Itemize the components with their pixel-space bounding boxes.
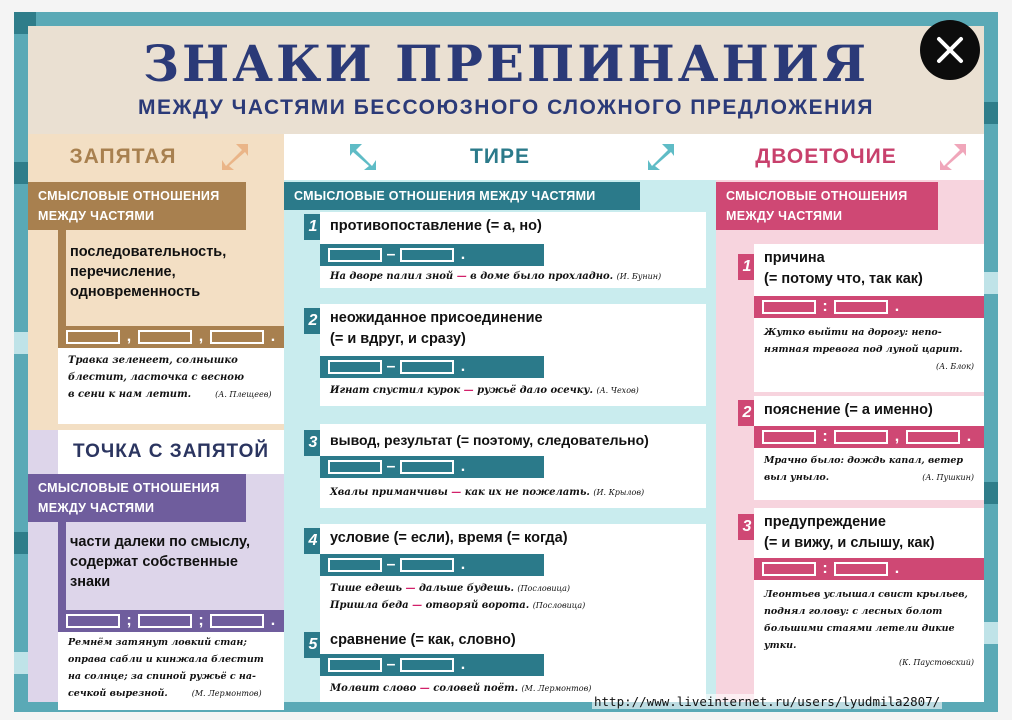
example-line: Травка зеленеет, солнышко — [68, 355, 238, 366]
example-dash: — — [451, 487, 462, 498]
item-number: 3 — [304, 430, 322, 456]
colon-example — [764, 586, 982, 671]
band-line: СМЫСЛОВЫЕ ОТНОШЕНИЯ — [726, 189, 908, 203]
comma-heading: ЗАПЯТАЯ — [69, 145, 177, 168]
example-line: нятная тревога под луной царит. — [764, 344, 963, 355]
example-author: (А. Блок) — [936, 362, 974, 371]
semicolon-relations-band — [28, 474, 246, 522]
example-line: в сени к нам летит. — [68, 389, 192, 400]
band-line: СМЫСЛОВЫЕ ОТНОШЕНИЯ — [38, 189, 220, 203]
clause-box — [762, 430, 816, 444]
semicolon-example — [68, 634, 282, 702]
example-author: (К. Паустовский) — [898, 658, 974, 667]
desc-line: знаки — [70, 574, 111, 590]
clause-box — [400, 248, 454, 262]
example-part: Хвалы приманчивы — [330, 487, 448, 498]
item-number: 3 — [738, 514, 756, 540]
example-author: (Пословица) — [517, 584, 570, 593]
clause-box — [210, 614, 264, 628]
page-title: ЗНАКИ ПРЕПИНАНИЯ — [142, 34, 870, 93]
item-number: 2 — [304, 308, 322, 334]
comma-description — [70, 242, 280, 302]
dash-example — [330, 268, 661, 285]
example-author: (А. Пушкин) — [922, 473, 974, 482]
item-line: неожиданное присоединение — [330, 310, 543, 326]
colon-item-title — [764, 512, 935, 554]
clause-box — [328, 658, 382, 672]
clause-box — [834, 430, 888, 444]
clause-box — [210, 330, 264, 344]
example-author: (Пословица) — [532, 601, 586, 610]
clause-box — [328, 558, 382, 572]
item-line: (= и вдруг, и сразу) — [330, 331, 466, 347]
dash-scheme: – . — [320, 456, 544, 478]
comma-scheme: , , . — [58, 326, 284, 348]
arrow-down-left-icon — [936, 142, 968, 172]
column-comma — [28, 134, 284, 702]
scheme-separator: – — [386, 246, 396, 263]
clause-box — [834, 300, 888, 314]
colon-relations-band — [716, 182, 938, 230]
example-part: Игнат спустил курок — [330, 385, 461, 396]
example-part: Тише едешь — [330, 583, 402, 594]
example-line: поднял голову: с лесных болот — [764, 606, 943, 617]
example-part: как их не пожелать. — [464, 487, 590, 498]
scheme-separator: , — [126, 328, 132, 345]
clause-box — [138, 614, 192, 628]
example-line: большими стаями летели дикие — [764, 623, 955, 634]
column-colon — [716, 134, 984, 702]
example-part: Молвит слово — [330, 683, 417, 694]
desc-line: последовательность, — [70, 244, 227, 260]
example-line: сечкой вырезной. — [68, 688, 168, 699]
comma-bracket — [58, 230, 66, 326]
poster-content — [28, 26, 984, 702]
dash-relations-band: СМЫСЛОВЫЕ ОТНОШЕНИЯ МЕЖДУ ЧАСТЯМИ — [284, 182, 640, 210]
dash-item-title: вывод, результат (= поэтому, следовательно) — [330, 432, 649, 448]
dash-example — [330, 484, 644, 501]
scheme-separator: , — [198, 328, 204, 345]
example-dash: — — [419, 683, 430, 694]
example-line: Леонтьев услышал свист крыльев, — [764, 589, 968, 600]
clause-box — [906, 430, 960, 444]
frame-square — [14, 332, 28, 354]
dash-scheme: – . — [320, 554, 544, 576]
clause-box — [834, 562, 888, 576]
frame-square — [984, 622, 998, 644]
example-line: на солнце; за спиной ружьё с на- — [68, 671, 256, 682]
desc-line: части далеки по смыслу, — [70, 534, 251, 550]
example-dash: — — [463, 385, 474, 396]
arrow-down-left-icon — [218, 142, 250, 172]
close-icon — [920, 20, 980, 80]
scheme-separator: ; — [126, 612, 132, 629]
clause-box — [400, 360, 454, 374]
band-line: МЕЖДУ ЧАСТЯМИ — [726, 209, 843, 223]
scheme-separator: : — [822, 298, 828, 315]
frame-square — [984, 272, 998, 294]
colon-example — [764, 324, 982, 375]
item-line: причина — [764, 250, 825, 266]
scheme-separator: : — [822, 428, 828, 445]
dash-item-title: условие (= если), время (= когда) — [330, 530, 568, 546]
colon-item-title — [764, 248, 923, 290]
colon-item-title: пояснение (= а именно) — [764, 402, 933, 418]
example-dash: — — [412, 600, 423, 611]
band-line: МЕЖДУ ЧАСТЯМИ — [38, 501, 155, 515]
example-author: (А. Чехов) — [596, 386, 639, 395]
scheme-separator: – — [386, 656, 396, 673]
desc-line: одновременность — [70, 284, 201, 300]
band-line: МЕЖДУ ЧАСТЯМИ — [38, 209, 155, 223]
example-part: соловей поёт. — [433, 683, 519, 694]
poster — [14, 12, 998, 712]
scheme-separator: – — [386, 556, 396, 573]
scheme-separator: – — [386, 458, 396, 475]
semicolon-description — [70, 532, 280, 592]
example-line: блестит, ласточка с весною — [68, 372, 244, 383]
dash-example — [330, 382, 639, 399]
clause-box — [138, 330, 192, 344]
band-line: СМЫСЛОВЫЕ ОТНОШЕНИЯ — [38, 481, 220, 495]
comma-example — [68, 352, 282, 403]
item-number: 4 — [304, 528, 322, 554]
clause-box — [762, 562, 816, 576]
example-dash: — — [405, 583, 416, 594]
dash-scheme: – . — [320, 356, 544, 378]
clause-box — [328, 460, 382, 474]
example-author: (М. Лермонтов) — [191, 689, 262, 698]
example-part: ружьё дало осечку. — [477, 385, 594, 396]
example-author: (А. Плещеев) — [215, 390, 272, 399]
example-author: (И. Бунин) — [616, 272, 662, 281]
source-watermark: http://www.liveinternet.ru/users/lyudmila2807/ — [594, 694, 941, 709]
example-line: утки. — [764, 640, 797, 651]
clause-box — [400, 558, 454, 572]
item-number: 2 — [738, 400, 756, 426]
example-part: отворяй ворота. — [425, 600, 530, 611]
scheme-separator: : — [822, 560, 828, 577]
dash-heading: ТИРЕ — [470, 145, 530, 168]
dash-item-title — [330, 308, 543, 350]
example-line: оправа сабли и кинжала блестит — [68, 654, 264, 665]
poster-header — [28, 26, 984, 134]
clause-box — [400, 460, 454, 474]
arrow-down-left-icon — [644, 142, 676, 172]
page-subtitle: МЕЖДУ ЧАСТЯМИ БЕССОЮЗНОГО СЛОЖНОГО ПРЕДЛОЖЕНИЯ — [138, 96, 874, 119]
example-part: в доме было прохладно. — [470, 271, 614, 282]
clause-box — [66, 330, 120, 344]
dash-scheme: – . — [320, 654, 544, 676]
clause-box — [328, 360, 382, 374]
dash-example — [330, 580, 585, 614]
dash-item-title: сравнение (= как, словно) — [330, 632, 516, 648]
example-line: выл уныло. — [764, 472, 830, 483]
colon-scheme: : . — [754, 558, 984, 580]
item-number: 1 — [738, 254, 756, 280]
clause-box — [400, 658, 454, 672]
example-line: Ремнём затянут ловкий стан; — [68, 637, 247, 648]
clause-box — [328, 248, 382, 262]
item-number: 1 — [304, 214, 322, 240]
colon-scheme: : , . — [754, 426, 984, 448]
clause-box — [762, 300, 816, 314]
example-part: Пришла беда — [330, 600, 409, 611]
example-dash: — — [456, 271, 467, 282]
frame-square — [14, 652, 28, 674]
semicolon-heading: ТОЧКА С ЗАПЯТОЙ — [72, 441, 270, 462]
item-line: (= потому что, так как) — [764, 271, 923, 287]
column-dash — [284, 134, 716, 702]
example-part: дальше будешь. — [418, 583, 514, 594]
example-author: (И. Крылов) — [593, 488, 645, 497]
dash-item-title: противопоставление (= а, но) — [330, 218, 542, 234]
scheme-separator: – — [386, 358, 396, 375]
colon-heading: ДВОЕТОЧИЕ — [755, 145, 897, 168]
example-part: На дворе палил зной — [330, 271, 454, 282]
dash-scheme: – . — [320, 244, 544, 266]
colon-example — [764, 452, 982, 486]
desc-line: содержат собственные — [70, 554, 238, 570]
example-line: Жутко выйти на дорогу: непо- — [764, 327, 942, 338]
example-line: Мрачно было: дождь капал, ветер — [764, 455, 964, 466]
item-line: (= и вижу, и слышу, как) — [764, 535, 935, 551]
item-line: предупреждение — [764, 514, 886, 530]
semicolon-scheme: ; ; . — [58, 610, 284, 632]
dash-example — [330, 680, 591, 697]
semicolon-bracket — [58, 522, 66, 614]
item-number: 5 — [304, 632, 322, 658]
close-button[interactable] — [920, 20, 980, 80]
clause-box — [66, 614, 120, 628]
scheme-separator: ; — [198, 612, 204, 629]
comma-relations-band — [28, 182, 246, 230]
colon-scheme: : . — [754, 296, 984, 318]
desc-line: перечисление, — [70, 264, 176, 280]
example-author: (М. Лермонтов) — [521, 684, 592, 693]
